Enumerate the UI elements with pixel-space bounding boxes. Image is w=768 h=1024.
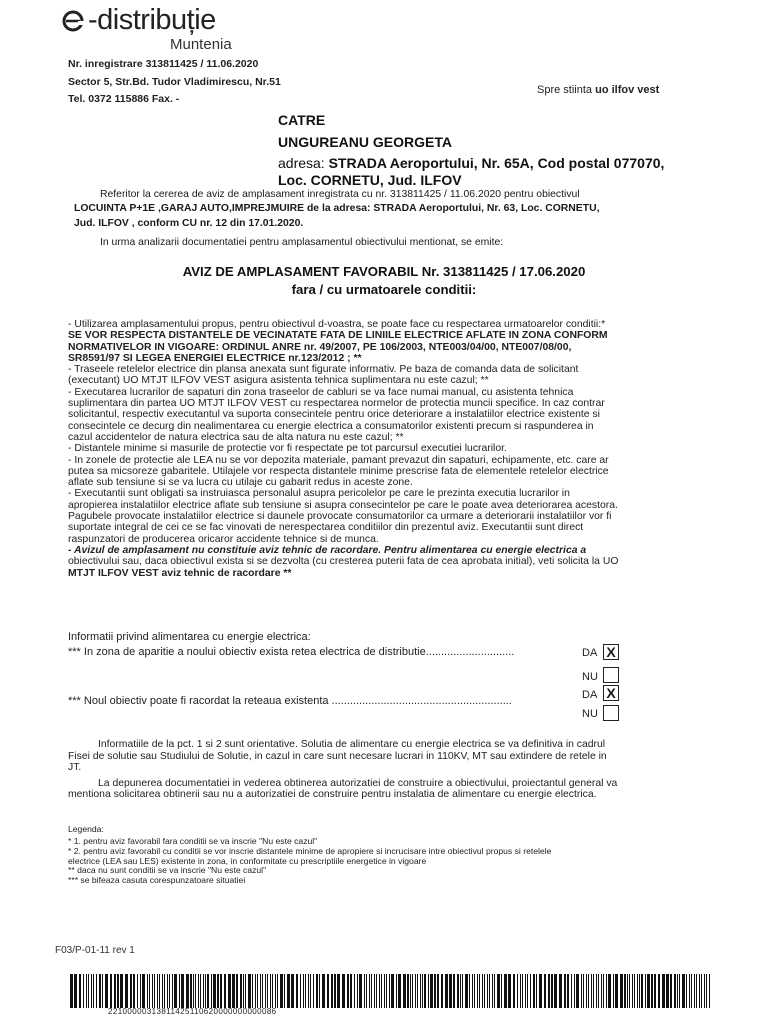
condition-line: SR8591/97 SI LEGEA ENERGIEI ELECTRICE nr.123/2012 ; ** [68,352,362,364]
conditions-block [68,319,700,579]
supply-question-1: *** In zona de aparitie a noului obiectiv exista retea electrica de distributie............................. [68,646,515,658]
brand-name: -distribuție [88,4,216,36]
condition-line: solicitantul, respectiv executantul va suporta consecintele pentru orice deteriorare a instalatiilor electrice existente si [68,409,600,421]
intro-line-4: In urma analizarii documentatiei pentru amplasamentul obiectivului mentionat, se emite: [100,237,504,248]
cc-line [537,84,659,96]
document-title: AVIZ DE AMPLASAMENT FAVORABIL Nr. 313811425 / 17.06.2020 [182,264,586,279]
condition-line: cazul accidentelor de natura electrica sau de alta natura nu este cazul; ** [68,431,404,443]
condition-line: NORMATIVELOR IN VIGOARE: ORDINUL ANRE nr. 49/2007, PE 106/2003, NTE003/04/00, NTE007/08/00, [68,341,572,353]
q1-da-checkbox[interactable]: X [603,644,619,660]
cc-prefix: Spre stiinta [537,84,596,96]
recipient-address-line1 [278,155,664,171]
condition-line: (executant) UO MTJT ILFOV VEST asigura asistenta tehnica suplimentara nu este cazul; ** [68,375,489,387]
q2-da-label: DA [582,689,598,701]
condition-line: apropierea instalatiilor electrice aflate sub tensiune si asupra consecintelor pe care le poate avea deteriorarea acestora. [68,499,618,511]
sender-phone: Tel. 0372 115886 Fax. - [68,93,180,105]
condition-line: suplimentara din partea UO MTJT ILFOV VEST cu respectarea normelor de protectia muncii specifice. In caz contrar [68,398,605,410]
note-line: Informatiile de la pct. 1 si 2 sunt orientative. Solutia de alimentare cu energie electrica se va definitiva in cadrul [98,739,606,750]
recipient-address-line2: Loc. CORNETU, Jud. ILFOV [278,172,462,188]
cc-unit: uo ilfov vest [595,84,660,96]
q2-nu-checkbox[interactable] [603,705,619,721]
condition-line: - Avizul de amplasament nu constituie aviz tehnic de racordare. Pentru alimentarea cu energie electrica a [68,544,587,556]
legend-item: ** daca nu sunt conditii se va inscrie "Nu este cazul" [68,865,267,876]
registration-number: Nr. inregistrare 313811425 / 11.06.2020 [68,58,259,70]
note-line: mentiona solicitarea obtinerii sau nu a autorizatiei de construire pentru instalatia de alimentare cu energie electrica. [68,789,597,801]
intro-line-3: Jud. ILFOV , conform CU nr. 12 din 17.01.2020. [74,218,304,229]
legend-item: * 2. pentru aviz favorabil cu conditii se vor inscrie distantele minime de apropiere si incrucisare intre obiectivul propus si retelele [68,845,552,856]
form-code: F03/P-01-11 rev 1 [55,945,135,956]
e-distributie-logo-icon [60,6,86,32]
condition-line: - Traseele retelelor electrice din plansa anexata sunt figurate informativ. Pe baza de comanda data de solicitant [68,364,579,376]
notes-block [68,739,688,801]
condition-line: putea sa micsoreze gabaritele. Utilajele vor respecta distantele minime prescrise fata de elementele retelelor electrice [68,465,609,477]
condition-line: - Distantele minime si masurile de protectie vor fi respectate pe tot parcursul executiei lucrarilor. [68,443,507,455]
brand-region: Muntenia [170,36,232,53]
q2-nu-label: NU [582,708,598,720]
address-value: STRADA Aeroportului, Nr. 65A, Cod postal 077070, [328,155,665,171]
condition-line: - In zonele de protectie ale LEA nu se vor depozita materiale, pamant prevazut din sapaturi, echipamente, etc. care ar [68,454,609,466]
condition-line: MTJT ILFOV VEST aviz tehnic de racordare ** [68,567,292,579]
recipient-name: UNGUREANU GEORGETA [278,134,452,150]
condition-line: - Executarea lucrarilor de sapaturi din zona traseelor de cabluri se va face numai manual, cu asistenta tehnica [68,386,574,398]
barcode-number: 22100000313811425110620000000000086 [108,1007,277,1016]
legend-item: electrice (LEA sau LES) existente in zona, in conformitate cu prescriptiile energetice in vigoare [68,855,427,866]
condition-line: aflate sub tensiune si se va lucra cu utilaje cu gabarit redus in aceste zone. [68,477,413,489]
condition-line: raspunzatori de producerea oricaror accidente tehnice si de munca. [68,533,379,545]
note-line: JT. [68,762,82,774]
condition-line: SE VOR RESPECTA DISTANTELE DE VECINATATE FATA DE LINIILE ELECTRICE AFLATE IN ZONA CONFORM [68,330,608,342]
document-subtitle: fara / cu urmatoarele conditii: [291,282,477,297]
sender-address: Sector 5, Str.Bd. Tudor Vladimirescu, Nr.51 [68,76,281,88]
legend-title: Legenda: [68,824,104,834]
legend-item: *** se bifeaza casuta corespunzatoare situatiei [68,875,246,886]
condition-line: consecintele ce decurg din nealimentarea cu energie electrica a consumatorilor existenti precum si raspunderea in [68,420,594,432]
barcode [70,974,714,1008]
condition-line: suportate integral de cei ce se fac vinovati de nerespectarea conditiilor din prezentul aviz. Executantii sunt direct [68,522,584,534]
address-label: adresa: [278,155,329,171]
recipient-to: CATRE [278,112,326,128]
supply-heading: Informatii privind alimentarea cu energie electrica: [68,631,311,643]
note-line: La depunerea documentatiei in vederea obtinerea autorizatiei de construire a obiectivului, proiectantul general va [98,777,618,789]
legend-block [68,837,700,886]
intro-line-2: LOCUINTA P+1E ,GARAJ AUTO,IMPREJMUIRE de la adresa: STRADA Aeroportului, Nr. 63, Loc. CORNETU, [74,203,600,214]
q1-nu-checkbox[interactable] [603,667,619,683]
legend-item: * 1. pentru aviz favorabil fara conditii se va inscrie "Nu este cazul" [68,836,318,846]
supply-question-2: *** Noul obiectiv poate fi racordat la reteaua existenta ........................................................... [68,695,512,707]
condition-line: Pagubele provocate instalatiilor electrice si daunele provocate consumatorilor ca urmare a deteriorarii instalatiilor vor fi [68,511,612,523]
condition-line: - Utilizarea amplasamentului propus, pentru obiectivul d-voastra, se poate face cu respectarea urmatoarelor conditii:* [68,319,606,330]
q2-da-checkbox[interactable]: X [603,685,619,701]
intro-line-1: Referitor la cererea de aviz de amplasament inregistrata cu nr. 313811425 / 11.06.2020 pentru obiectivul [100,189,580,200]
condition-line: obiectivului sau, daca obiectivul exista si se dezvolta (cu cresterea puterii fata de cea aprobata initial), veti solicita la UO [68,556,619,568]
note-line: Fisei de solutie sau Studiului de Solutie, in cazul in care sunt necesare lucrari in 110KV, MT sau extindere de retele in [68,750,607,762]
q1-da-label: DA [582,647,598,659]
condition-line: - Executantii sunt obligati sa instruiasca personalul asupra pericolelor pe care le prezinta executia lucrarilor in [68,488,570,500]
q1-nu-label: NU [582,671,598,683]
